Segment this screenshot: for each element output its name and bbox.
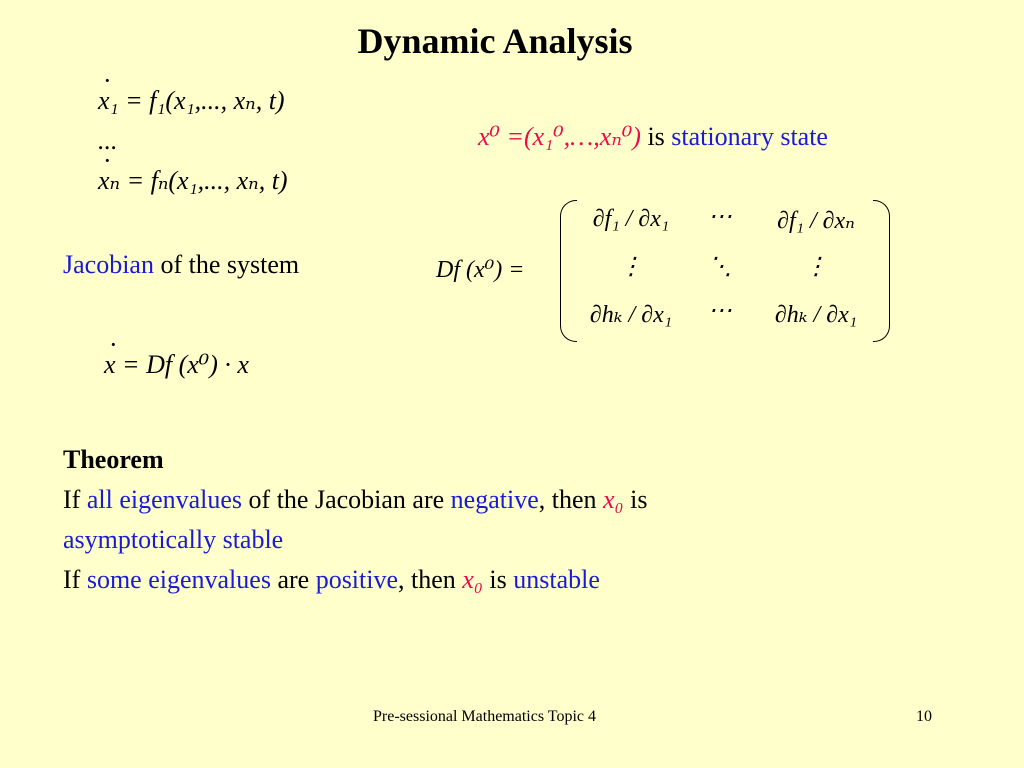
t3-some-eigenvalues: some eigenvalues — [86, 565, 271, 594]
t3-then: , then — [398, 565, 463, 594]
linearized-equation-text: · x = Df (x⁰) · x — [104, 350, 249, 380]
matrix-cell-2-2: ⋱ — [708, 254, 732, 280]
jacobian-word: Jacobian — [63, 250, 154, 279]
slide-title: Dynamic Analysis — [357, 21, 633, 61]
t3-are: are — [270, 565, 316, 594]
theorem-heading: Theorem — [63, 445, 164, 474]
theorem-line-3 — [63, 560, 647, 600]
jacobian-caption-rest: of the system — [160, 250, 300, 279]
jacobian-lhs: Df (x⁰) = — [436, 257, 525, 283]
stationary-point-expr: x⁰ =(x₁⁰,…,xₙ⁰) — [478, 122, 641, 151]
equation-1 — [98, 86, 285, 116]
t3-x0: x₀ — [462, 565, 483, 594]
equation-n — [98, 166, 288, 196]
stationary-is: is — [647, 122, 665, 151]
equation-1-text: · x₁ = f₁(x₁,..., xₙ, t) — [98, 86, 285, 116]
t3-unstable: unstable — [513, 565, 600, 594]
t3-positive: positive — [315, 565, 399, 594]
t1-if: If — [63, 485, 87, 514]
t1-negative: negative — [450, 485, 539, 514]
t3-if: If — [63, 565, 87, 594]
t3-is: is — [482, 565, 514, 594]
matrix-cell-1-1: ∂f₁ / ∂x₁ — [592, 206, 670, 232]
matrix-cell-1-2: ⋯ — [708, 204, 732, 230]
matrix-cell-2-1: ⋮ — [619, 254, 643, 280]
jacobian-caption — [63, 250, 299, 280]
theorem-line-1 — [63, 480, 647, 520]
matrix-cell-3-3: ∂hₖ / ∂x₁ — [774, 302, 858, 328]
page-number: 10 — [916, 708, 932, 725]
t1-is: is — [623, 485, 648, 514]
linearized-equation — [104, 350, 249, 380]
jacobian-matrix — [560, 200, 890, 340]
t1-x0: x₀ — [603, 485, 624, 514]
equation-ellipsis: ... — [98, 126, 118, 155]
stationary-state-line — [478, 122, 828, 152]
matrix-cell-2-3: ⋮ — [804, 254, 828, 280]
footer-text: Pre-sessional Mathematics Topic 4 — [373, 708, 596, 725]
theorem-line-2: asymptotically stable — [63, 525, 284, 554]
matrix-left-paren — [560, 200, 577, 342]
t1-then: , then — [538, 485, 604, 514]
equation-n-text: · xₙ = fₙ(x₁,..., xₙ, t) — [98, 166, 288, 196]
stationary-state-label: stationary state — [671, 122, 828, 151]
matrix-cell-3-1: ∂hₖ / ∂x₁ — [589, 302, 673, 328]
theorem-block — [63, 440, 647, 600]
matrix-cell-1-3: ∂f₁ / ∂xₙ — [777, 208, 855, 234]
t1-all-eigenvalues: all eigenvalues — [86, 485, 243, 514]
matrix-cell-3-2: ⋯ — [708, 298, 732, 324]
t1-mid: of the Jacobian are — [242, 485, 451, 514]
